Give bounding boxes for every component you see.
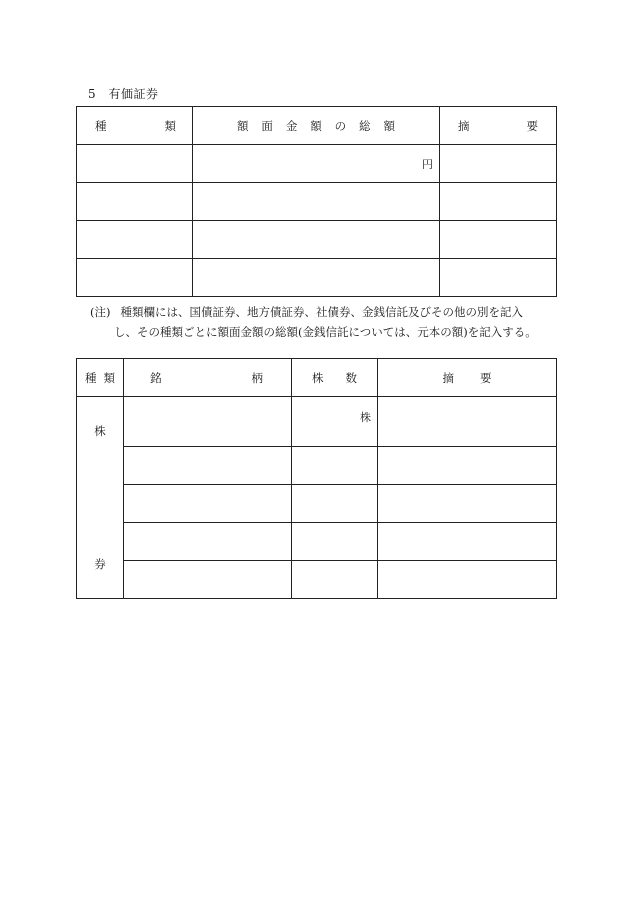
- header-kind: 種 類: [77, 359, 124, 397]
- table-header-row: [77, 359, 557, 397]
- shares-cell[interactable]: [292, 485, 378, 523]
- note-line-1: 種類欄には、国債証券、地方債証券、社債券、金銭信託及びその他の別を記入: [120, 305, 523, 319]
- note-line-2: し、その種類ごとに額面金額の総額(金銭信託については、元本の額)を記入する。: [114, 325, 537, 339]
- face-total-cell[interactable]: [193, 145, 440, 183]
- brand-cell[interactable]: [124, 561, 292, 599]
- stock-kind-cell: [77, 397, 124, 599]
- yen-unit: 円: [422, 157, 433, 171]
- table-row: [77, 183, 557, 221]
- summary-cell[interactable]: [378, 561, 557, 599]
- brand-cell[interactable]: [124, 523, 292, 561]
- table-header-row: [77, 107, 557, 145]
- header-summary: 摘 要: [378, 359, 557, 397]
- shares-unit: 株: [360, 411, 371, 424]
- shares-cell[interactable]: [292, 523, 378, 561]
- summary-cell[interactable]: [440, 145, 557, 183]
- kind-cell[interactable]: [77, 145, 193, 183]
- brand-cell[interactable]: [124, 397, 292, 447]
- summary-cell[interactable]: [440, 221, 557, 259]
- table-row: [77, 447, 557, 485]
- table-row: [77, 397, 557, 447]
- securities-table: [76, 106, 557, 297]
- table-row: [77, 523, 557, 561]
- brand-cell[interactable]: [124, 447, 292, 485]
- header-brand: 銘 柄: [124, 359, 292, 397]
- brand-cell[interactable]: [124, 485, 292, 523]
- section-title-text: 有価証券: [108, 87, 159, 101]
- summary-cell[interactable]: [378, 447, 557, 485]
- face-total-cell[interactable]: [193, 183, 440, 221]
- stocks-table: [76, 358, 557, 599]
- table-row: [77, 221, 557, 259]
- kind-cell[interactable]: [77, 221, 193, 259]
- header-face-total: 額 面 金 額 の 総 額: [193, 107, 440, 145]
- shares-cell[interactable]: [292, 561, 378, 599]
- header-summary: 摘 要: [440, 107, 557, 145]
- section-title: [88, 85, 158, 102]
- kind-cell[interactable]: [77, 183, 193, 221]
- face-total-cell[interactable]: [193, 221, 440, 259]
- summary-cell[interactable]: [378, 523, 557, 561]
- header-kind: 種 類: [77, 107, 193, 145]
- table-row: [77, 485, 557, 523]
- face-total-cell[interactable]: [193, 259, 440, 297]
- header-shares: 株 数: [292, 359, 378, 397]
- table-row: [77, 259, 557, 297]
- note-label: (注): [90, 305, 111, 319]
- section-number: 5: [88, 87, 97, 101]
- kind-label-top: 株: [94, 424, 106, 438]
- kind-label-bottom: 券: [94, 557, 106, 571]
- table-row: [77, 145, 557, 183]
- shares-cell[interactable]: [292, 447, 378, 485]
- summary-cell[interactable]: [440, 183, 557, 221]
- note: [90, 302, 560, 342]
- summary-cell[interactable]: [378, 397, 557, 447]
- shares-cell[interactable]: [292, 397, 378, 447]
- summary-cell[interactable]: [378, 485, 557, 523]
- kind-cell[interactable]: [77, 259, 193, 297]
- table-row: [77, 561, 557, 599]
- summary-cell[interactable]: [440, 259, 557, 297]
